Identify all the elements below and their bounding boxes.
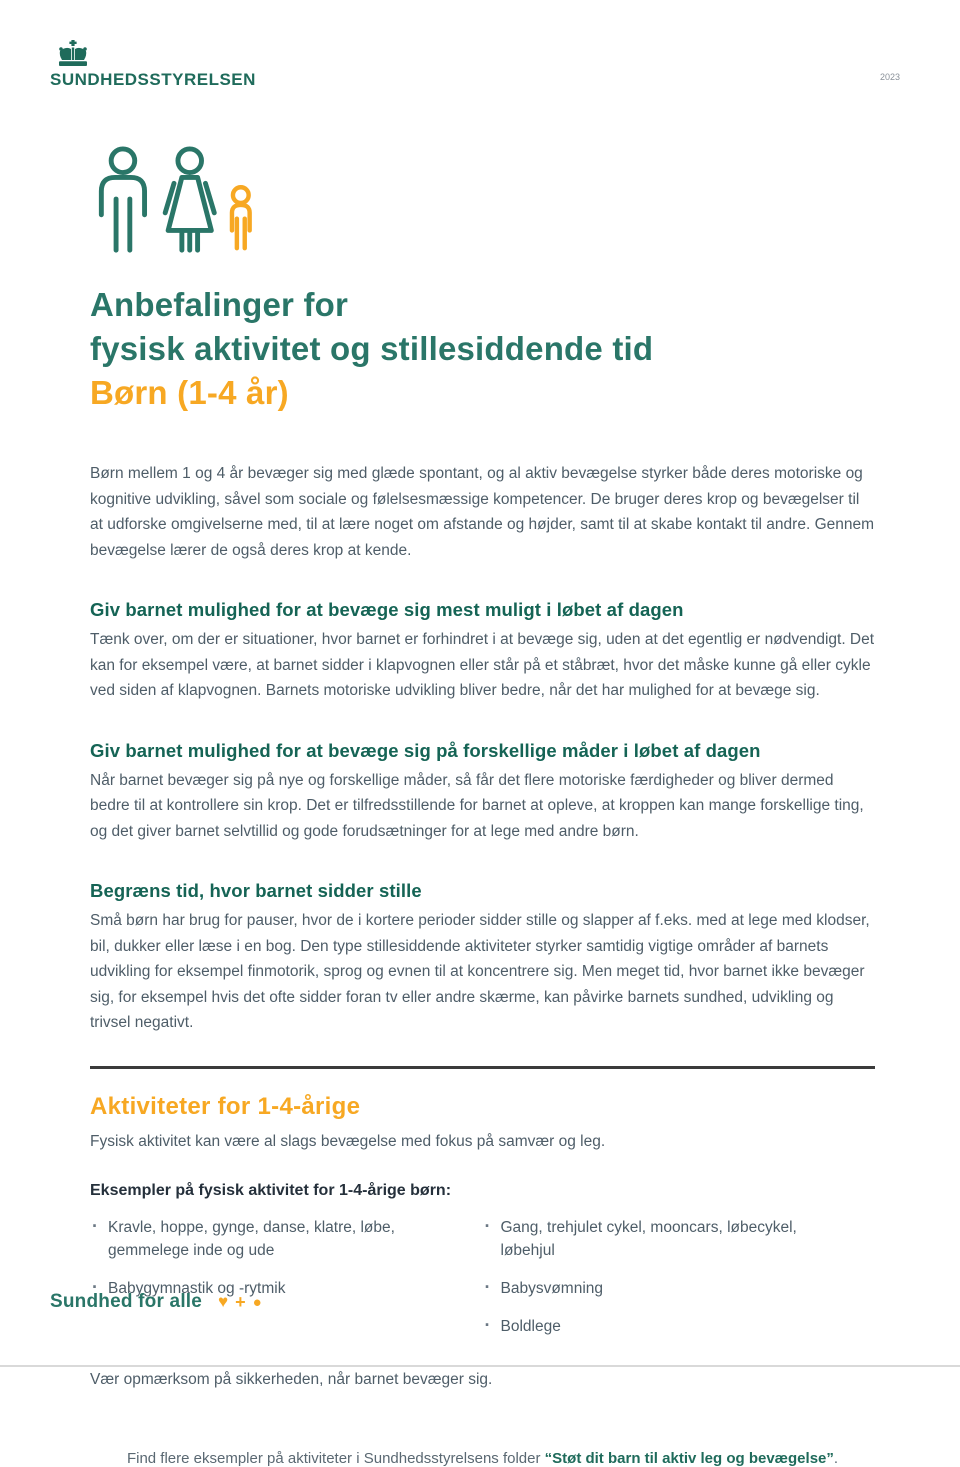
section-divider xyxy=(90,1066,875,1069)
activity-item: · Gang, trehjulet cykel, mooncars, løbecykel, løbehjul xyxy=(483,1216,843,1262)
title-line-1: Anbefalinger for xyxy=(90,286,349,323)
crown-icon xyxy=(56,40,90,66)
activity-item: · Babygymnastik og -rytmik xyxy=(90,1277,450,1300)
family-figures-icon xyxy=(90,146,260,256)
examples-heading: Eksempler på fysisk aktivitet for 1-4-årige børn: xyxy=(90,1181,452,1199)
find-more-note xyxy=(90,1450,875,1467)
footer-tagline: Sundhed for alle xyxy=(50,1291,203,1312)
activity-item: · Kravle, hoppe, gynge, danse, klatre, løbe, gemmelege inde og ude xyxy=(90,1216,450,1262)
find-more-prefix: Find flere eksempler på aktiviteter i Sundhedsstyrelsens folder xyxy=(126,1449,545,1467)
activity-column-left xyxy=(90,1216,483,1353)
section-heading: Begræns tid, hvor barnet sidder stille xyxy=(90,880,422,901)
section-heading: Giv barnet mulighed for at bevæge sig mest muligt i løbet af dagen xyxy=(90,599,684,620)
section-limit-sitting-time xyxy=(90,880,875,1036)
activity-item: · Boldlege xyxy=(483,1315,843,1338)
section-move-in-different-ways xyxy=(90,740,875,845)
document-year: 2023 xyxy=(879,72,900,82)
sundhedsstyrelsen-logo xyxy=(50,40,256,90)
title-line-2: fysisk aktivitet og stillesiddende tid xyxy=(90,330,654,367)
activity-column-right xyxy=(483,1216,876,1353)
intro-paragraph: Børn mellem 1 og 4 år bevæger sig med glæde spontant, og al aktiv bevægelse styrker både deres motoriske og kognitive udvikling, såvel som sociale og følelsesmæssige kompetencer. De bruger deres krop og bevægelser til at udforske omgivelserne med, til at lære noget om afstande og højder, samt til at skabe kontakt til andre. Gennem bevægelse lærer de også deres krop at kende. xyxy=(90,465,875,559)
circle-icon: ● xyxy=(252,1293,264,1311)
page-footer xyxy=(50,1291,264,1313)
activity-item: · Babysvømning xyxy=(483,1277,843,1300)
page-title xyxy=(90,283,875,415)
activities-section xyxy=(90,1093,875,1392)
section-body: Når barnet bevæger sig på nye og forskellige måder, så får det flere motoriske færdigheder og bliver dermed bedre til at kontrollere sin krop. Det er tilfredsstillende for barnet at opleve, at kroppen kan mange forskellige ting, og det giver barnet selvtillid og gode forudsætninger for at lege med andre børn. xyxy=(90,771,864,840)
plus-icon: + xyxy=(235,1291,248,1312)
footer-brand-icons xyxy=(218,1292,264,1313)
title-line-3-audience: Børn (1-4 år) xyxy=(90,374,289,411)
section-move-as-much-as-possible xyxy=(90,599,875,704)
heart-icon: ♥ xyxy=(218,1292,231,1311)
find-more-suffix: . xyxy=(833,1449,839,1467)
section-body: Tænk over, om der er situationer, hvor barnet er forhindret i at bevæge sig, uden at det egentlig er nødvendigt. Det kan for eksempel være, at barnet sidder i klapvognen eller står på et ståbræt, hvor det måske kunne gå eller cykle ved siden af klapvognen. Barnets motoriske udvikling bliver bedre, når det har mulighed for at bevæge sig. xyxy=(90,631,875,699)
activities-heading: Aktiviteter for 1-4-årige xyxy=(90,1092,361,1120)
folder-title-link[interactable]: “Støt dit barn til aktiv leg og bevægelse” xyxy=(544,1449,834,1467)
section-heading: Giv barnet mulighed for at bevæge sig på forskellige måder i løbet af dagen xyxy=(90,739,761,761)
safety-note: Vær opmærksom på sikkerheden, når barnet bevæger sig. xyxy=(90,1370,493,1388)
section-body: Små børn har brug for pauser, hvor de i kortere perioder sidder stille og slapper af f.eks. med at lege med klodser, bil, dukker eller læse i en bog. Den type stillesiddende aktiviteter styrker samtidig vigtige områder af barnets udvikling for eksempel finmotorik, sprog og evnen til at koncentrere sig. Men meget tid, hvor barnet ikke bevæger sig, for eksempel hvis det ofte sidder foran tv eller andre skærme, kan påvirke barnets sundhed, udvikling og trivsel negativt. xyxy=(90,912,870,1031)
activities-intro: Fysisk aktivitet kan være al slags bevægelse med fokus på samvær og leg. xyxy=(90,1132,606,1150)
main-content xyxy=(90,90,875,1467)
page-header xyxy=(0,0,960,90)
activity-columns xyxy=(90,1216,875,1353)
logo-wordmark: SUNDHEDSSTYRELSEN xyxy=(50,70,256,89)
